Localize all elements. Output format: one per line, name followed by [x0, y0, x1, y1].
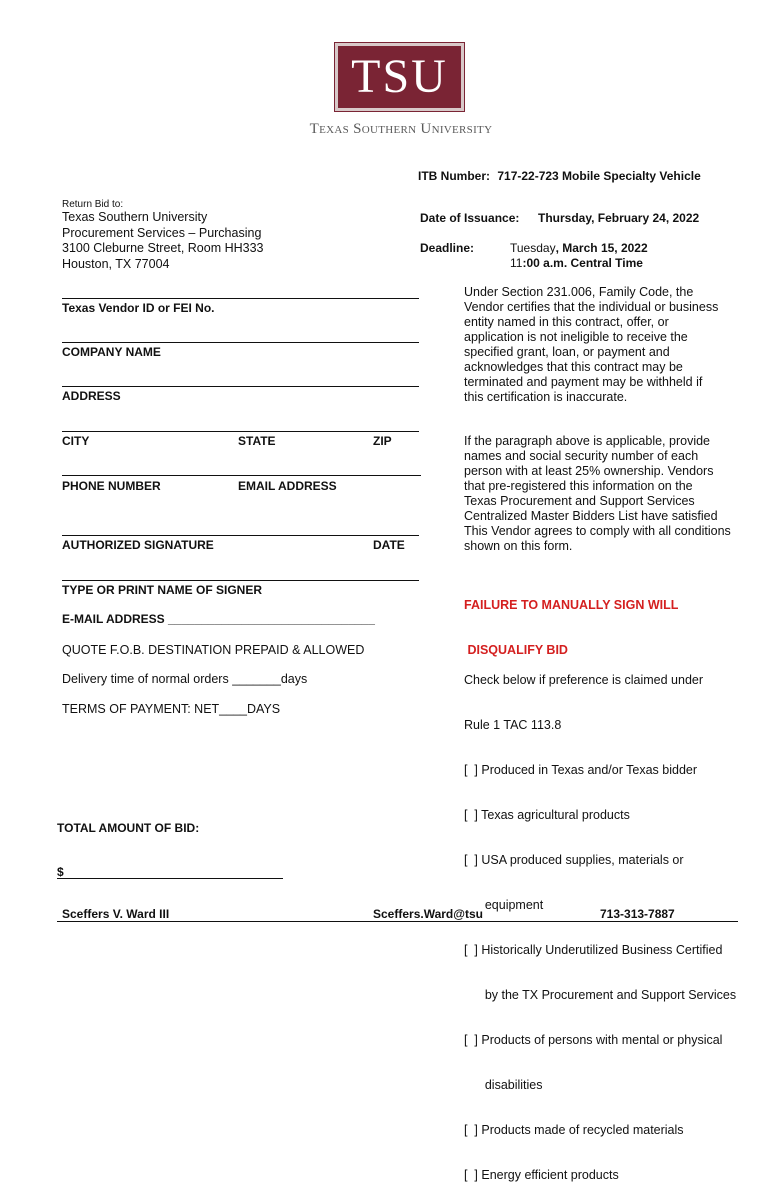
itb-number: [418, 169, 701, 184]
paragraph-line: shown on this form.: [464, 539, 573, 553]
signature-line[interactable]: [62, 535, 419, 536]
paragraph-line: this certification is inaccurate.: [464, 390, 628, 404]
logo-mark: TSU: [351, 50, 448, 103]
paragraph-line: acknowledges that this contract may be: [464, 360, 683, 374]
paragraph-line: that pre-registered this information on the: [464, 479, 693, 493]
preference-checkbox[interactable]: [ ] Texas agricultural products: [464, 808, 630, 822]
preference-checkbox[interactable]: [ ] Historically Underutilized Business Certified: [464, 943, 723, 957]
paragraph-line: names and social security number of each: [464, 449, 699, 463]
warning-line: DISQUALIFY BID: [464, 643, 568, 657]
delivery-terms[interactable]: Delivery time of normal orders _______days: [62, 672, 308, 686]
total-currency: $: [57, 865, 64, 879]
address-line[interactable]: [62, 386, 419, 387]
preference-heading: Check below if preference is claimed under: [464, 673, 704, 687]
deadline-time: [510, 256, 643, 271]
preference-checkbox[interactable]: [ ] USA produced supplies, materials or: [464, 853, 684, 867]
preference-checkbox[interactable]: [ ] Energy efficient products: [464, 1168, 619, 1182]
deadline-date: [510, 241, 648, 256]
preference-checkbox[interactable]: [ ] Products made of recycled materials: [464, 1123, 684, 1137]
return-bid-label: Return Bid to:: [62, 199, 124, 210]
preference-checkbox[interactable]: [ ] Produced in Texas and/or Texas bidder: [464, 763, 698, 777]
deadline-time-rest: :00 a.m. Central Time: [522, 256, 643, 270]
signer-email: Sceffers.Ward@tsu: [373, 907, 483, 921]
preference-continuation: equipment: [464, 898, 544, 912]
company-line[interactable]: [62, 342, 419, 343]
signer-row-line: [57, 921, 738, 922]
email-address-field[interactable]: E-MAIL ADDRESS _______________________________: [62, 612, 375, 626]
tsu-logo: [335, 43, 464, 111]
preference-continuation: by the TX Procurement and Support Services: [464, 988, 737, 1002]
date-label: DATE: [373, 538, 405, 552]
warning-line: FAILURE TO MANUALLY SIGN WILL: [464, 598, 679, 612]
paragraph-line: entity named in this contract, offer, or: [464, 315, 669, 329]
total-amount-line[interactable]: [57, 878, 283, 879]
vendor-id-label: Texas Vendor ID or FEI No.: [62, 301, 215, 315]
city-state-zip-line[interactable]: [62, 431, 419, 432]
address-label: ADDRESS: [62, 389, 121, 403]
zip-label: ZIP: [373, 434, 392, 448]
issuance-label: Date of Issuance:: [420, 211, 520, 225]
return-line: Houston, TX 77004: [62, 256, 170, 271]
return-line: Texas Southern University: [62, 210, 208, 224]
itb-value: 717-22-723 Mobile Specialty Vehicle: [497, 169, 701, 183]
email-label: EMAIL ADDRESS: [238, 479, 337, 493]
signature-label: AUTHORIZED SIGNATURE: [62, 538, 214, 552]
signer-phone: 713-313-7887: [600, 907, 675, 921]
paragraph-line: This Vendor agrees to comply with all conditions: [464, 524, 731, 538]
deadline-hour: 11: [510, 256, 523, 270]
itb-label: ITB Number:: [418, 169, 490, 183]
total-amount-label: TOTAL AMOUNT OF BID:: [57, 821, 200, 835]
paragraph-line: application is not ineligible to receive the: [464, 330, 688, 344]
paragraph-line: Vendor certifies that the individual or business: [464, 300, 719, 314]
paragraph-line: terminated and payment may be withheld if: [464, 375, 703, 389]
applicable-paragraph: [464, 434, 739, 554]
city-label: CITY: [62, 434, 90, 448]
preference-continuation: disabilities: [464, 1078, 543, 1092]
state-label: STATE: [238, 434, 276, 448]
paragraph-line: person with at least 25% ownership. Vendors: [464, 464, 714, 478]
signer-line[interactable]: [62, 580, 419, 581]
payment-terms[interactable]: TERMS OF PAYMENT: NET____DAYS: [62, 702, 281, 716]
phone-email-line[interactable]: [62, 475, 421, 476]
logo-wordmark: Texas Southern University: [309, 121, 493, 137]
return-address: [62, 210, 264, 272]
issuance-value: Thursday, February 24, 2022: [538, 211, 700, 225]
certification-paragraph: [464, 285, 739, 405]
paragraph-line: If the paragraph above is applicable, provide: [464, 434, 710, 448]
deadline-date-rest: , March 15, 2022: [555, 241, 648, 255]
company-label: COMPANY NAME: [62, 345, 161, 359]
paragraph-line: Texas Procurement and Support Services: [464, 494, 695, 508]
paragraph-line: specified grant, loan, or payment and: [464, 345, 670, 359]
deadline-day: Tuesday: [510, 241, 556, 255]
vendor-id-line[interactable]: [62, 298, 419, 299]
signer-label: TYPE OR PRINT NAME OF SIGNER: [62, 583, 263, 597]
paragraph-line: Centralized Master Bidders List have satisfied: [464, 509, 718, 523]
paragraph-line: Under Section 231.006, Family Code, the: [464, 285, 694, 299]
preference-heading: Rule 1 TAC 113.8: [464, 718, 562, 732]
fob-terms: QUOTE F.O.B. DESTINATION PREPAID & ALLOWED: [62, 643, 365, 657]
signer-name: Sceffers V. Ward III: [62, 907, 170, 921]
phone-label: PHONE NUMBER: [62, 479, 161, 493]
preference-checkbox[interactable]: [ ] Products of persons with mental or physical: [464, 1033, 723, 1047]
return-line: Procurement Services – Purchasing: [62, 225, 262, 240]
deadline-label: Deadline:: [420, 241, 475, 255]
return-line: 3100 Cleburne Street, Room HH333: [62, 241, 264, 255]
